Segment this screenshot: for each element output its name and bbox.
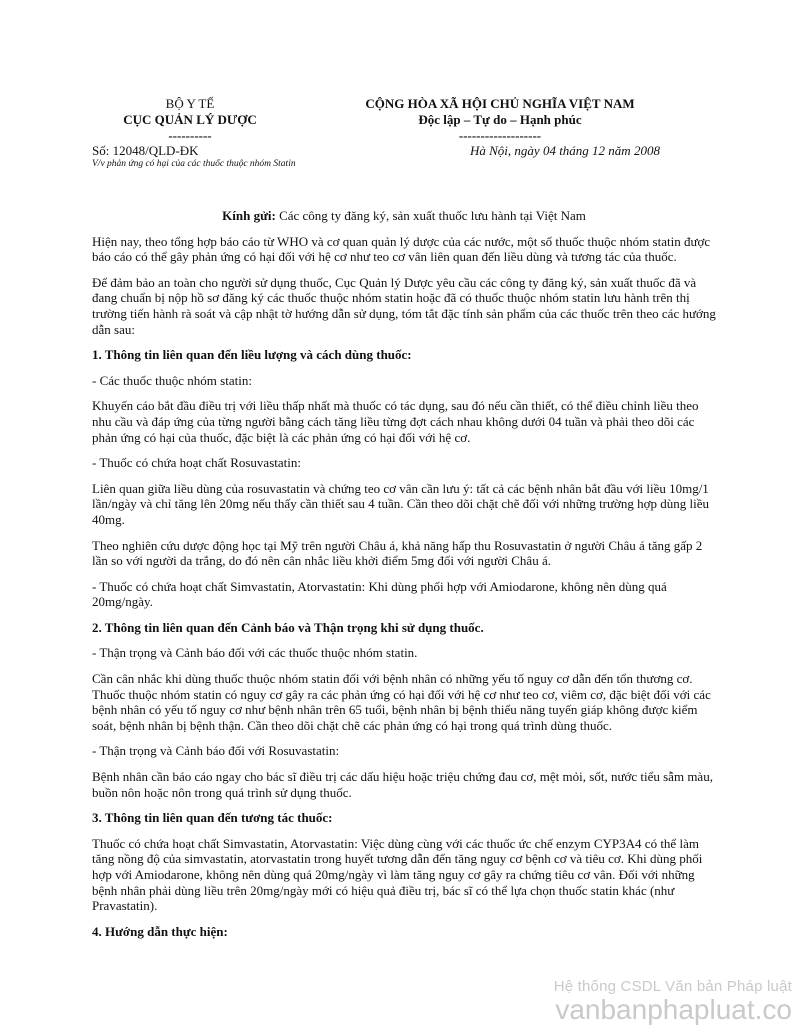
paragraph-list xyxy=(92,234,716,940)
national-header xyxy=(346,96,654,144)
paragraph: - Thận trọng và Cảnh báo đối với các thuốc thuộc nhóm statin. xyxy=(92,645,418,661)
addressee-line xyxy=(92,208,716,224)
paragraph: Hiện nay, theo tổng hợp báo cáo từ WHO và cơ quan quản lý dược của các nước, một số thuốc thuộc nhóm statin được báo cáo có thể gây phản ứng có hại đối với hệ cơ như teo cơ vân liên quan đến liều dùng và tương tác của thuốc. xyxy=(92,233,711,265)
paragraph: Bệnh nhân cần báo cáo ngay cho bác sĩ điều trị các dấu hiệu hoặc triệu chứng đau cơ, mệt mỏi, sốt, nước tiểu sẫm màu, buồn nôn hoặc nôn trong quá trình sử dụng thuốc. xyxy=(92,769,713,800)
paragraph: - Thận trọng và Cảnh báo đối với Rosuvastatin: xyxy=(92,743,340,759)
section-heading: 1. Thông tin liên quan đến liều lượng và cách dùng thuốc: xyxy=(92,347,412,363)
section-heading: 3. Thông tin liên quan đến tương tác thuốc: xyxy=(92,810,333,826)
paragraph: Khuyến cáo bắt đầu điều trị với liều thấp nhất mà thuốc có tác dụng, sau đó nếu cần thiết, có thể điều chỉnh liều theo nhu cầu và đáp ứng của từng người bằng cách tăng liều từng đợt cách nhau không dưới 04 tuần và phải theo dõi các phản ứng có hại của thuốc, đặc biệt là các phản ứng có hại đối với hệ cơ. xyxy=(92,398,699,445)
document-body xyxy=(92,208,716,949)
national-motto: Độc lập – Tự do – Hạnh phúc xyxy=(418,112,582,127)
document-subject: V/v phản ứng có hại của các thuốc thuộc nhóm Statin xyxy=(92,159,296,169)
paragraph: Theo nghiên cứu dược động học tại Mỹ trên người Châu á, khả năng hấp thu Rosuvastatin ở người Châu á tăng gấp 2 lần so với người da trắng, do đó nên cân nhắc liều khởi điểm 5mg đối với người Châu á. xyxy=(92,537,703,569)
country-name: CỘNG HÒA XÃ HỘI CHỦ NGHĨA VIỆT NAM xyxy=(365,96,635,111)
ministry-name: BỘ Y TẾ xyxy=(165,96,215,111)
header-rule-right: ------------------- xyxy=(458,128,542,143)
watermark xyxy=(554,978,792,1025)
paragraph: - Thuốc có chứa hoạt chất Simvastatin, Atorvastatin: Khi dùng phối hợp với Amiodarone, không nên dùng quá 20mg/ngày. xyxy=(92,578,667,610)
section-heading: 2. Thông tin liên quan đến Cảnh báo và Thận trọng khi sử dụng thuốc. xyxy=(92,619,484,635)
issuer-block xyxy=(92,96,288,144)
addressee-label: Kính gửi: xyxy=(222,208,276,223)
paragraph: Cần cân nhắc khi dùng thuốc thuộc nhóm statin đối với bệnh nhân có những yếu tố nguy cơ dẫn đến tổn thương cơ. Thuốc thuộc nhóm statin có nguy cơ gây ra các phản ứng có hại đối với hệ cơ như teo cơ, viêm cơ, đặc biệt đối với các bệnh nhân có yếu tố nguy cơ như bệnh nhân trên 65 tuổi, bệnh nhân bị bệnh thiểu năng tuyến giáp không được kiểm soát, bệnh nhân bị bệnh thận. Cần theo dõi chặt chẽ các phản ứng có hại trong quá trình dùng thuốc. xyxy=(92,671,711,733)
document-date: Hà Nội, ngày 04 tháng 12 năm 2008 xyxy=(470,143,660,158)
watermark-line-1: Hệ thống CSDL Văn bản Pháp luật xyxy=(553,978,792,995)
document-number: Số: 12048/QLD-ĐK xyxy=(92,143,199,158)
watermark-line-2: vanbanphapluat.co xyxy=(555,994,792,1025)
paragraph: Thuốc có chứa hoạt chất Simvastatin, Atorvastatin: Việc dùng cùng với các thuốc ức chế enzym CYP3A4 có thể làm tăng nồng độ của simvastatin, atorvastatin trong huyết tương dẫn đến tăng nguy cơ bệnh cơ và tiêu cơ. Khi dùng phối hợp với Amiodarone, không nên dùng quá 20mg/ngày vì làm tăng nguy cơ gây ra chứng tiêu cơ vân. Đối với những bệnh nhân phải dùng liều trên 20mg/ngày mới có hiệu quả điều trị, bác sĩ có thể lựa chọn thuốc statin khác (như Pravastatin). xyxy=(92,835,703,914)
section-heading: 4. Hướng dẫn thực hiện: xyxy=(92,923,228,939)
paragraph: - Thuốc có chứa hoạt chất Rosuvastatin: xyxy=(92,455,301,471)
addressee-text: Các công ty đăng ký, sản xuất thuốc lưu hành tại Việt Nam xyxy=(275,208,586,223)
header-rule-left: ---------- xyxy=(168,128,212,143)
paragraph: Liên quan giữa liều dùng của rosuvastatin và chứng teo cơ vân cần lưu ý: tất cả các bệnh nhân bắt đầu với liều 10mg/1 lần/ngày và chỉ tăng lên 20mg nếu thấy cần thiết sau 4 tuần. Cần theo dõi chặt chẽ đối với những trường hợp dùng liều 40mg. xyxy=(92,480,710,527)
department-name: CỤC QUẢN LÝ DƯỢC xyxy=(123,112,257,127)
paragraph: Để đảm bảo an toàn cho người sử dụng thuốc, Cục Quản lý Dược yêu cầu các công ty đăng ký, sản xuất thuốc đã và đang chuẩn bị nộp hồ sơ đăng ký các thuốc thuộc nhóm statin hoặc đã có thuốc thuộc nhóm statin lưu hành trên thị trường tiến hành rà soát và cập nhật tờ hướng dẫn sử dụng, tóm tắt đặc tính sản phẩm của các thuốc trên theo các hướng dẫn sau: xyxy=(92,274,716,337)
paragraph: - Các thuốc thuộc nhóm statin: xyxy=(92,372,252,388)
